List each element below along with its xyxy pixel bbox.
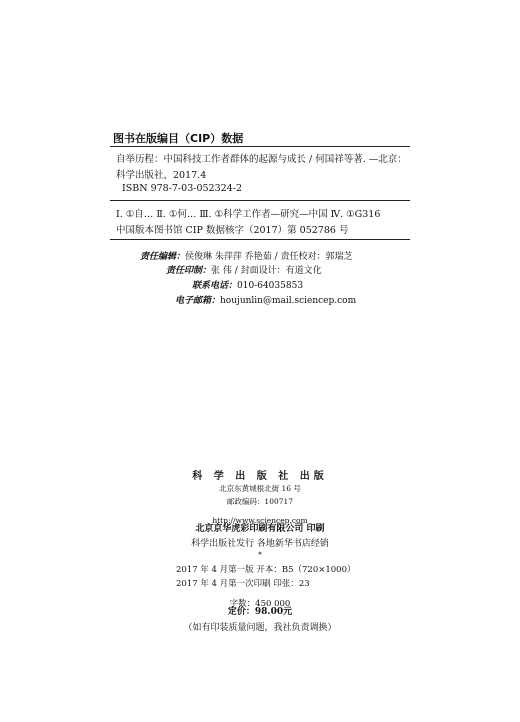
postcode: 邮政编码：100717 bbox=[226, 497, 294, 506]
publisher-name: 科 学 出 版 社 出版 bbox=[192, 471, 328, 482]
editor-line bbox=[140, 249, 353, 262]
cip-publisher-line: 科学出版社，2017.4 bbox=[116, 170, 207, 181]
publisher-website: http://www.sciencep.com bbox=[212, 516, 308, 525]
print-manager-line bbox=[166, 263, 322, 276]
publisher-address: 北京东黄城根北街 16 号 bbox=[219, 484, 301, 493]
cip-bibliographic-line: 自举历程：中国科技工作者群体的起源与成长 / 何国祥等著. —北京： bbox=[116, 154, 407, 165]
cip-title: 图书在版编目（CIP）数据 bbox=[113, 132, 244, 145]
phone-line bbox=[192, 278, 303, 291]
email-label: 电子邮箱： bbox=[175, 296, 221, 306]
phone-value: 010-64035853 bbox=[237, 281, 304, 291]
separator-star: * bbox=[258, 550, 262, 559]
email-value: houjunlin@mail.sciencep.com bbox=[220, 296, 357, 306]
print-manager-label: 责任印制： bbox=[166, 266, 212, 276]
phone-label: 联系电话： bbox=[192, 281, 238, 291]
distribution: 科学出版社发行 各地新华书店经销 bbox=[191, 539, 329, 549]
print-manager-value: 张 伟 / 封面设计：有道文化 bbox=[211, 266, 322, 276]
price: 定价：98.00元 bbox=[227, 607, 293, 617]
cip-mid-rule bbox=[110, 200, 410, 201]
editor-value: 侯俊琳 朱萍萍 乔艳茹 / 责任校对：郭瑞芝 bbox=[185, 252, 353, 262]
printer: 北京京华虎彩印刷有限公司 印刷 bbox=[195, 524, 325, 534]
cip-isbn: ISBN 978-7-03-052324-2 bbox=[122, 183, 242, 194]
cip-classification: Ⅰ. ①自… Ⅱ. ①何… Ⅲ. ①科学工作者—研究—中国 Ⅳ. ①G316 bbox=[116, 209, 381, 220]
printing-line: 2017 年 4 月第一次印刷 印张：23 bbox=[176, 579, 310, 589]
quality-notice: （如有印装质量问题，我社负责调换） bbox=[183, 623, 337, 633]
edition-line: 2017 年 4 月第一版 开本：B5（720×1000） bbox=[176, 565, 356, 575]
cip-top-rule bbox=[110, 146, 410, 147]
email-line bbox=[175, 293, 356, 306]
editor-label: 责任编辑： bbox=[140, 252, 186, 262]
word-count: 字数：450 000 bbox=[229, 599, 291, 609]
cip-bottom-rule bbox=[110, 239, 410, 240]
cip-number: 中国版本图书馆 CIP 数据核字（2017）第 052786 号 bbox=[116, 225, 349, 236]
